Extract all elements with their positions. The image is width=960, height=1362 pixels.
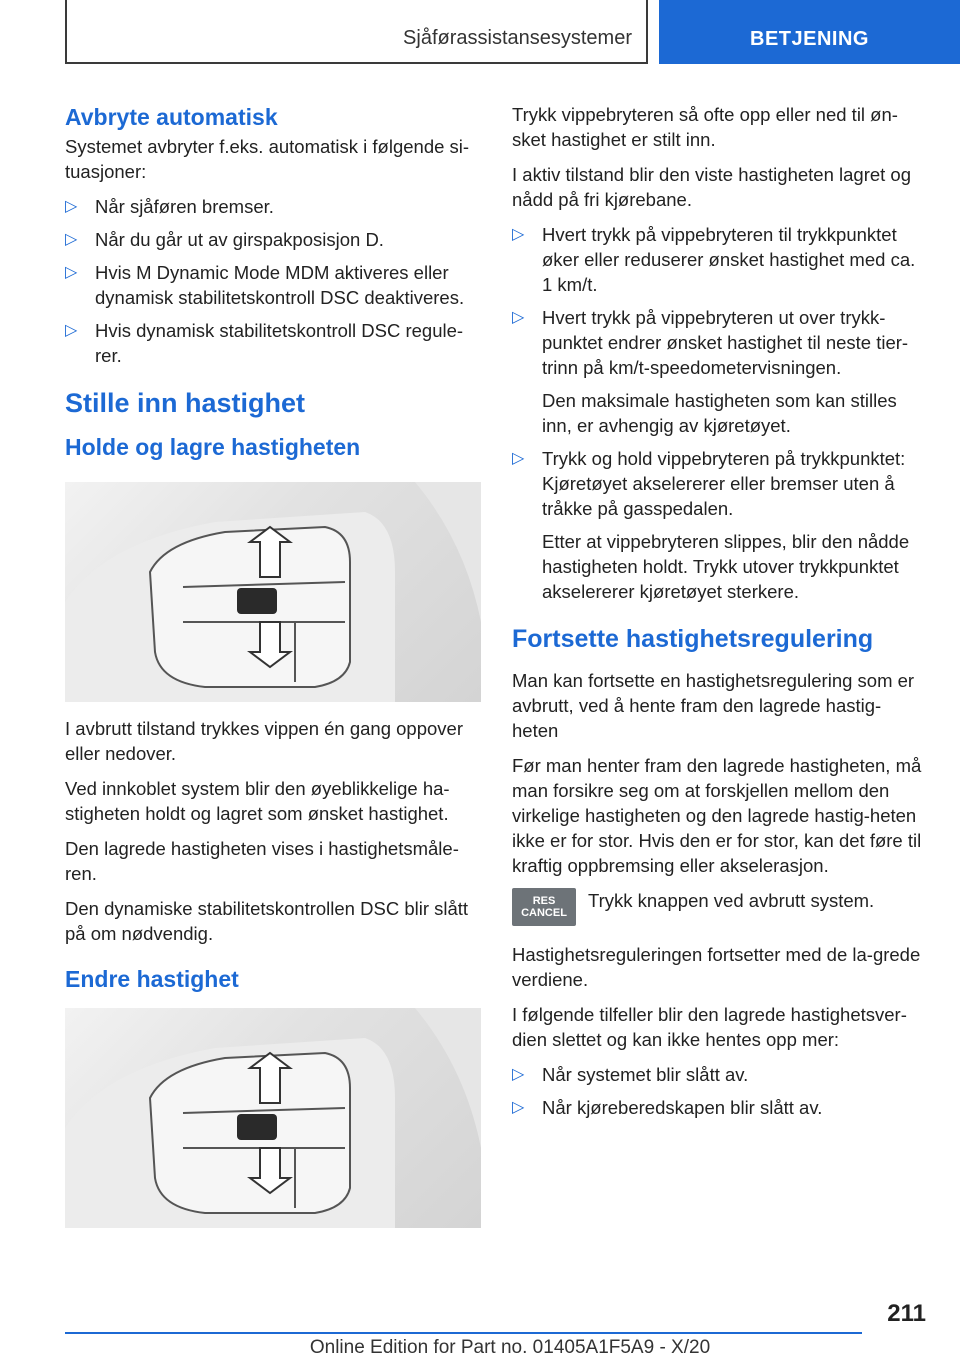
heading-avbryte: Avbryte automatisk [65,104,278,130]
bullet-triangle-icon: ▷ [65,322,78,339]
footer-divider [65,1332,862,1334]
paragraph-intro-2: I aktiv tilstand blir den viste hastigheten lagret og nådd på fri kjørebane. [512,164,912,210]
bullet-triangle-icon: ▷ [512,309,525,326]
list-item: ▷ Når du går ut av girspakposisjon D. [65,229,384,250]
heading-holde: Holde og lagre hastigheten [65,434,361,460]
steering-wheel-switch-image [65,482,481,702]
paragraph-fortsette-1: Man kan fortsette en hastighetsregulering som er avbrutt, ved å hente fram den lagrede hastig-heten [512,670,915,741]
bullet-triangle-icon: ▷ [65,231,78,248]
left-column [65,102,481,1242]
list-endre [512,222,926,604]
footer-edition[interactable]: Online Edition for Part no. 01405A1F5A9 - X/20 [309,1337,711,1358]
bullet-triangle-icon: ▷ [512,1066,525,1083]
res-cancel-row [512,888,926,926]
paragraph-holde-2: Ved innkoblet system blir den øyeblikkelige ha-stigheten holdt og lagret som ønsket hastighet. [65,778,450,824]
heading-endre: Endre hastighet [65,966,239,992]
heading-stille: Stille inn hastighet [65,388,306,418]
bullet-triangle-icon: ▷ [512,1099,525,1116]
list-avbryte [65,194,481,368]
res-cancel-text: Trykk knappen ved avbrutt system. [588,890,875,911]
bullet-triangle-icon: ▷ [512,226,525,243]
list-item: ▷ Hvis dynamisk stabilitetskontroll DSC regule-rer. [65,320,464,366]
list-item: ▷ Hvert trykk på vippebryteren til trykkpunktet øker eller reduserer ønsket hastighet med ca. 1 km/t. [512,224,916,295]
header-section-title: Sjåførassistansesystemer [403,26,632,49]
res-cancel-button-icon: RES CANCEL [512,888,576,926]
paragraph-after-2: I følgende tilfeller blir den lagrede hastighetsver-dien slettet og kan ikke hentes opp mer: [512,1004,907,1050]
paragraph-holde-3: Den lagrede hastigheten vises i hastighetsmåle-ren. [65,838,459,884]
header-chapter-label: BETJENING [750,27,869,50]
list-item: ▷ Når systemet blir slått av. [512,1064,749,1085]
list-item: ▷ Trykk og hold vippebryteren på trykkpunktet: Kjøretøyet akselererer eller bremser uten å tråkke på gasspedalen. Etter at vippebryteren slippes, blir den nådde hastigheten holdt. Trykk utover trykkpunktet akselererer kjøretøyet sterkere. [512,448,910,602]
list-slettet [512,1062,926,1120]
paragraph-avbryte: Systemet avbryter f.eks. automatisk i følgende si-tuasjoner: [65,136,470,182]
list-item: ▷ Når sjåføren bremser. [65,196,274,217]
bullet-triangle-icon: ▷ [65,198,78,215]
paragraph-intro-1: Trykk vippebryteren så ofte opp eller ned til øn-sket hastighet er stilt inn. [512,104,898,150]
paragraph-after-1: Hastighetsreguleringen fortsetter med de la-grede verdiene. [512,944,921,990]
header-chapter-tab[interactable] [659,0,960,64]
paragraph-holde-4: Den dynamiske stabilitetskontrollen DSC blir slått på om nødvendig. [65,898,469,944]
bullet-triangle-icon: ▷ [65,264,78,281]
list-item: ▷ Hvert trykk på vippebryteren ut over trykk-punktet endrer ønsket hastighet til neste tier-trinn på km/t-speedometervisningen. Den maksimale hastigheten som kan stilles inn, er avhengig av kjøretøyet. [512,307,909,436]
page-number: 211 [887,1300,926,1327]
paragraph-holde-1: I avbrutt tilstand trykkes vippen én gang oppover eller nedover. [65,718,463,764]
right-column [512,102,926,1128]
steering-wheel-switch-image-2 [65,1008,481,1228]
list-item: ▷ Hvis M Dynamic Mode MDM aktiveres eller dynamisk stabilitetskontroll DSC deaktiveres. [65,262,465,308]
bullet-triangle-icon: ▷ [512,450,525,467]
list-item: ▷ Når kjøreberedskapen blir slått av. [512,1097,823,1118]
header-section-box [65,0,648,64]
paragraph-fortsette-2: Før man henter fram den lagrede hastigheten, må man forsikre seg om at forskjellen mellom den virkelige hastigheten og den lagrede hastig-heten ikke er for stor. Hvis den er for stor, kan det føre til kraftig oppbremsing eller akselerasjon. [512,755,922,876]
heading-fortsette: Fortsette hastighetsregulering [512,625,874,653]
